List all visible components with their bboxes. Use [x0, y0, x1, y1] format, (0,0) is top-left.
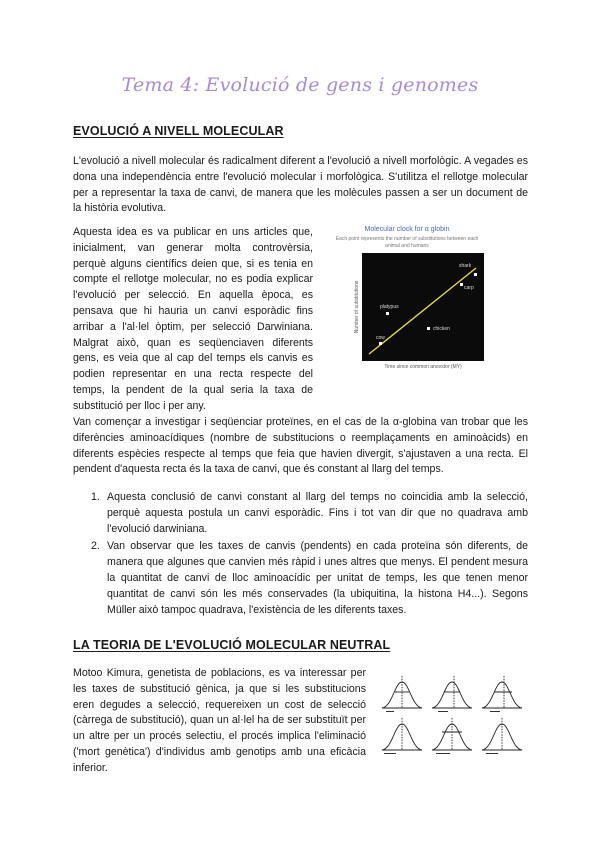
page-title: Tema 4: Evolució de gens i genomes: [121, 74, 479, 96]
paragraph-molecular-clock: Aquesta idea es va publicar en uns articles que, inicialment, van generar molta controvèrsia, perquè alguns científics deien que, si es tenia en compte el rellotge molecular, no es podia explicar l'evolució per selecció. En aquella època, es pensava que hi hauria un canvi esporàdic fins arribar a l'al·lel òptim, per selecció Darwiniana. Malgrat això, quan es seqüenciaven diferents gens, es veia que al cap del temps els canvis es podien representar en una recta respecte del temps, la pendent de la qual seria la taxa de substitució per lloc i per any.: [73, 226, 313, 412]
axis-scribble: [386, 711, 394, 712]
axis-scribble: [490, 711, 500, 712]
figure-subtitle-line1: Each point represents the number of substitutions between each: [335, 236, 479, 242]
section-heading-neutral-theory: LA TEORIA DE L'EVOLUCIÓ MOLECULAR NEUTRAL: [73, 638, 391, 652]
point-platypus: [386, 312, 389, 315]
label-carp: carp: [464, 285, 474, 291]
list-item: 2. Van observar que les taxes de canvis (pendents) en cada proteïna són diferents, de manera que algunes que canvien més ràpid i unes altres que menys. El pendent mesura la quantitat de canvi de lloc aminoacídic per unitat de temps, les que tenen menor quantitat de canvi són les més conservades (la ubiquitina, la histona H4...). Segons Müller això tampoc quadrava, l'existència de les diferents taxes.: [91, 540, 528, 616]
paragraph-kimura: Motoo Kimura, genetista de poblacions, es va interessar per les taxes de substitució gènica, ja que si les substitucions eren degudes a selecció, requereixen un cost de selecció (càrrega de substitució), quan un al·lel ha de ser substituït per un altre per un procés selectiu, el procés implica l'eliminació ('mort genètica') d'individus amb genotips amb una eficàcia inferior.: [73, 667, 366, 774]
label-cow: cow: [376, 335, 385, 341]
y-axis-label: Number of substitutions: [354, 280, 360, 334]
molecular-clock-chart: [322, 223, 492, 373]
section-heading-molecular-evolution: EVOLUCIÓ A NIVELL MOLECULAR: [73, 124, 284, 138]
label-platypus: platypus: [380, 304, 399, 310]
figure-subtitle-line2: animal and humans: [385, 243, 429, 249]
x-axis-label: Time since common ancestor (MY): [384, 364, 462, 370]
label-shark: shark: [459, 263, 472, 269]
distribution-curve: [482, 718, 522, 750]
distribution-curve: [482, 676, 522, 708]
point-cow: [379, 342, 382, 345]
molecular-clock-figure: [322, 223, 492, 373]
paragraph-intro: L'evolució a nivell molecular és radicalment diferent a l'evolució a nivell morfològic. A vegades es dona una independència entre l'evolució molecular i morfològica. S'utilitza el rellotge molecular per a representar la taxa de canvi, de manera que les molècules passen a ser un document de la història evolutiva.: [73, 155, 528, 215]
distribution-curve: [432, 718, 472, 750]
list-item: 1. Aquesta conclusió de canvi constant al llarg del temps no coincidia amb la selecció, perquè aquesta postula un canvi esporàdic. Fins i tot van dir que no quadrava amb l'evolució darwiniana.: [91, 491, 528, 535]
axis-scribble: [438, 711, 448, 712]
point-carp: [460, 283, 463, 286]
distribution-curve: [382, 676, 422, 708]
distributions-diagram: [378, 670, 528, 758]
point-chicken: [427, 327, 430, 330]
distribution-curve: [432, 676, 472, 708]
axis-scribble: [436, 753, 450, 754]
axis-scribble: [486, 753, 498, 754]
selection-distributions-figure: [378, 670, 528, 758]
conclusions-list: [73, 490, 528, 620]
axis-scribble: [384, 753, 396, 754]
figure-title: Molecular clock for α globin: [364, 226, 450, 233]
paragraph-alpha-globin: Van començar a investigar i seqüenciar proteïnes, en el cas de la α-globina van trobar que les diferències aminoacídiques (nombre de substitucions o reemplaçaments en aminoàcids) en diferents espècies respecte al temps que feia que havien divergit, s'ajustaven a una recta. El pendent d'aquesta recta és la taxa de canvi, que és constant al llarg del temps.: [73, 416, 528, 476]
label-chicken: chicken: [433, 326, 450, 332]
point-shark: [474, 273, 477, 276]
distribution-curve: [382, 718, 422, 750]
